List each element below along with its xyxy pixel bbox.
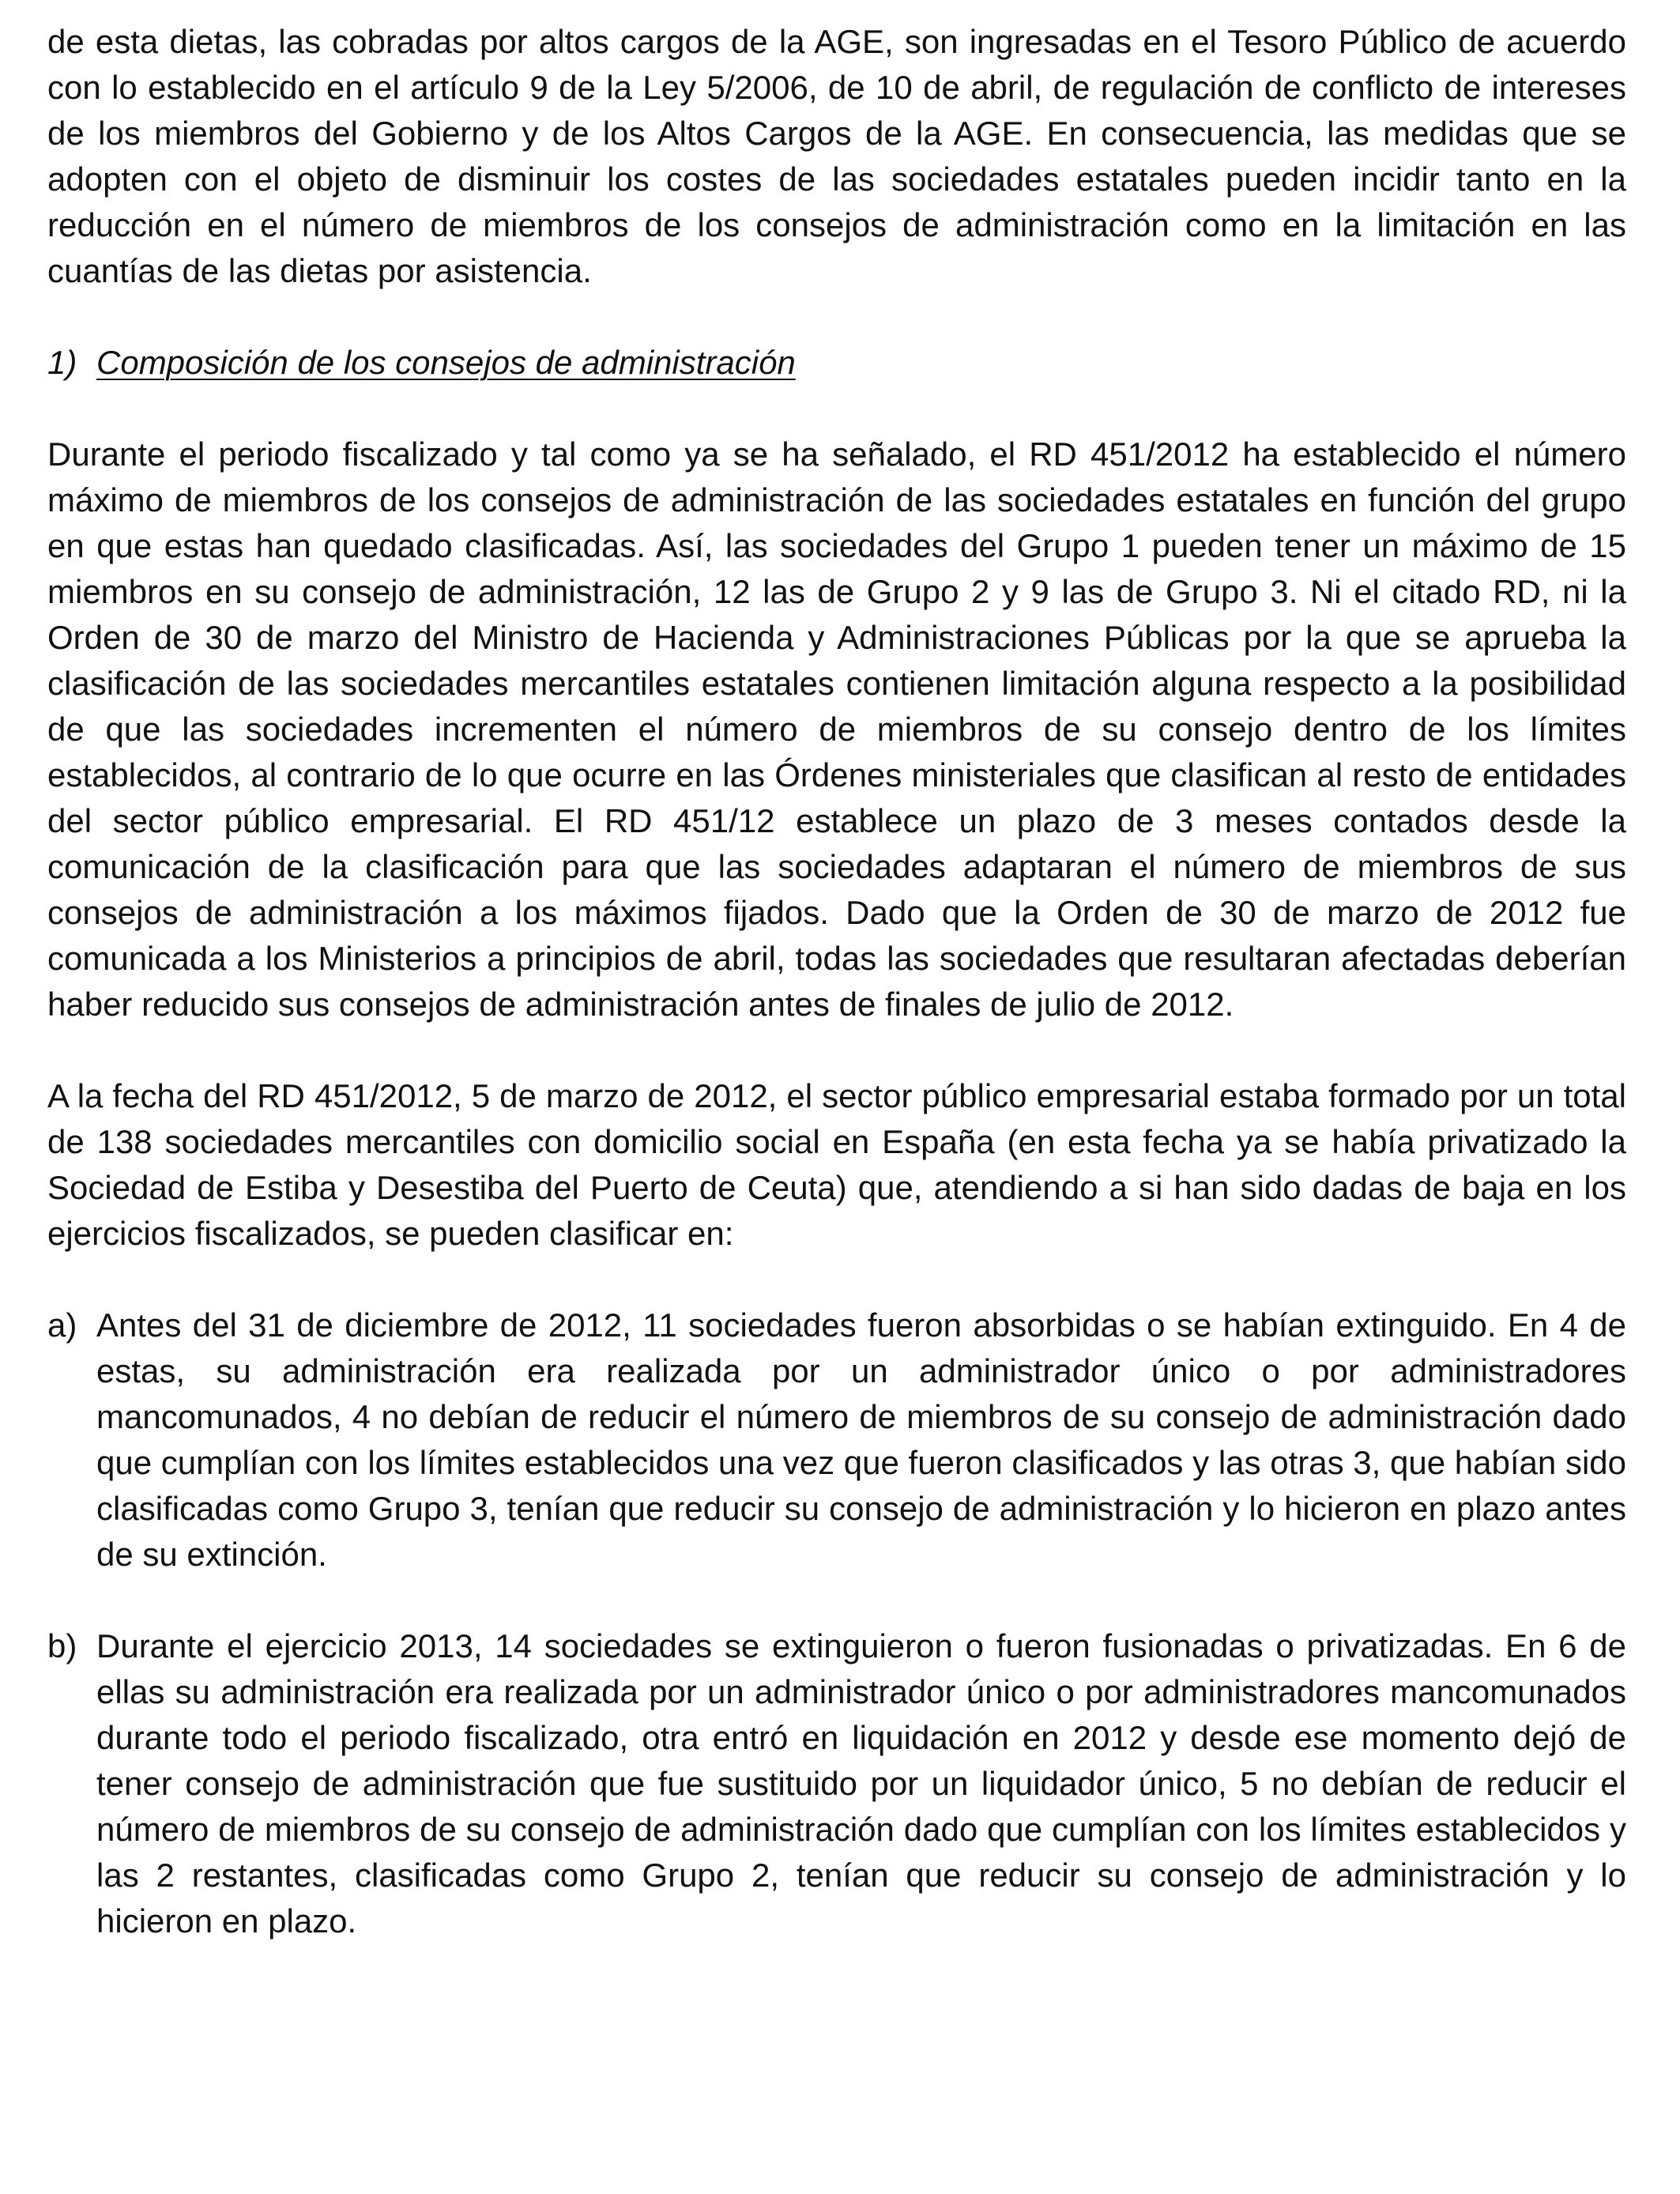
list-item-b bbox=[47, 1623, 1626, 1944]
section-heading-title: Composición de los consejos de administración bbox=[96, 344, 796, 381]
paragraph-dietas: de esta dietas, las cobradas por altos cargos de la AGE, son ingresadas en el Tesoro Público de acuerdo con lo establecido en el artículo 9 de la Ley 5/2006, de 10 de abril, de regulación de conflicto de intereses de los miembros del Gobierno y de los Altos Cargos de la AGE. En consecuencia, las medidas que se adopten con el objeto de disminuir los costes de las sociedades estatales pueden incidir tanto en la reducción en el número de miembros de los consejos de administración como en la limitación en las cuantías de las dietas por asistencia. bbox=[47, 23, 1626, 289]
list-marker-a: a) bbox=[47, 1306, 77, 1344]
list-text-b: Durante el ejercicio 2013, 14 sociedades se extinguieron o fueron fusionadas o privatizadas. En 6 de ellas su administración era realizada por un administrador único o por administradores mancomunados durante todo el periodo fiscalizado, otra entró en liquidación en 2012 y desde ese momento dejó de tener consejo de administración que fue sustituido por un liquidador único, 5 no debían de reducir el número de miembros de su consejo de administración dado que cumplían con los límites establecidos y las 2 restantes, clasificadas como Grupo 2, tenían que reducir su consejo de administración y lo hicieron en plazo. bbox=[96, 1627, 1626, 1940]
paragraph-periodo-fiscalizado: Durante el periodo fiscalizado y tal como ya se ha señalado, el RD 451/2012 ha establecido el número máximo de miembros de los consejos de administración de las sociedades estatales en función del grupo en que estas han quedado clasificadas. Así, las sociedades del Grupo 1 pueden tener un máximo de 15 miembros en su consejo de administración, 12 las de Grupo 2 y 9 las de Grupo 3. Ni el citado RD, ni la Orden de 30 de marzo del Ministro de Hacienda y Administraciones Públicas por la que se aprueba la clasificación de las sociedades mercantiles estatales contienen limitación alguna respecto a la posibilidad de que las sociedades incrementen el número de miembros de su consejo dentro de los límites establecidos, al contrario de lo que ocurre en las Órdenes ministeriales que clasifican al resto de entidades del sector público empresarial. El RD 451/12 establece un plazo de 3 meses contados desde la comunicación de la clasificación para que las sociedades adaptaran el número de miembros de sus consejos de administración a los máximos fijados. Dado que la Orden de 30 de marzo de 2012 fue comunicada a los Ministerios a principios de abril, todas las sociedades que resultaran afectadas deberían haber reducido sus consejos de administración antes de finales de julio de 2012. bbox=[47, 435, 1626, 1023]
list-item-a bbox=[47, 1302, 1626, 1578]
paragraph-fecha-rd: A la fecha del RD 451/2012, 5 de marzo de 2012, el sector público empresarial estaba formado por un total de 138 sociedades mercantiles con domicilio social en España (en esta fecha ya se había privatizado la Sociedad de Estiba y Desestiba del Puerto de Ceuta) que, atendiendo a si han sido dadas de baja en los ejercicios fiscalizados, se pueden clasificar en: bbox=[47, 1077, 1626, 1252]
document-page bbox=[47, 19, 1626, 1990]
list-marker-b: b) bbox=[47, 1627, 77, 1664]
section-heading-number: 1) bbox=[47, 344, 77, 381]
section-heading bbox=[47, 340, 1626, 386]
list-text-a: Antes del 31 de diciembre de 2012, 11 sociedades fueron absorbidas o se habían extinguido. En 4 de estas, su administración era realizada por un administrador único o por administradores mancomunados, 4 no debían de reducir el número de miembros de su consejo de administración dado que cumplían con los límites establecidos una vez que fueron clasificados y las otras 3, que habían sido clasificadas como Grupo 3, tenían que reducir su consejo de administración y lo hicieron en plazo antes de su extinción. bbox=[96, 1306, 1626, 1573]
